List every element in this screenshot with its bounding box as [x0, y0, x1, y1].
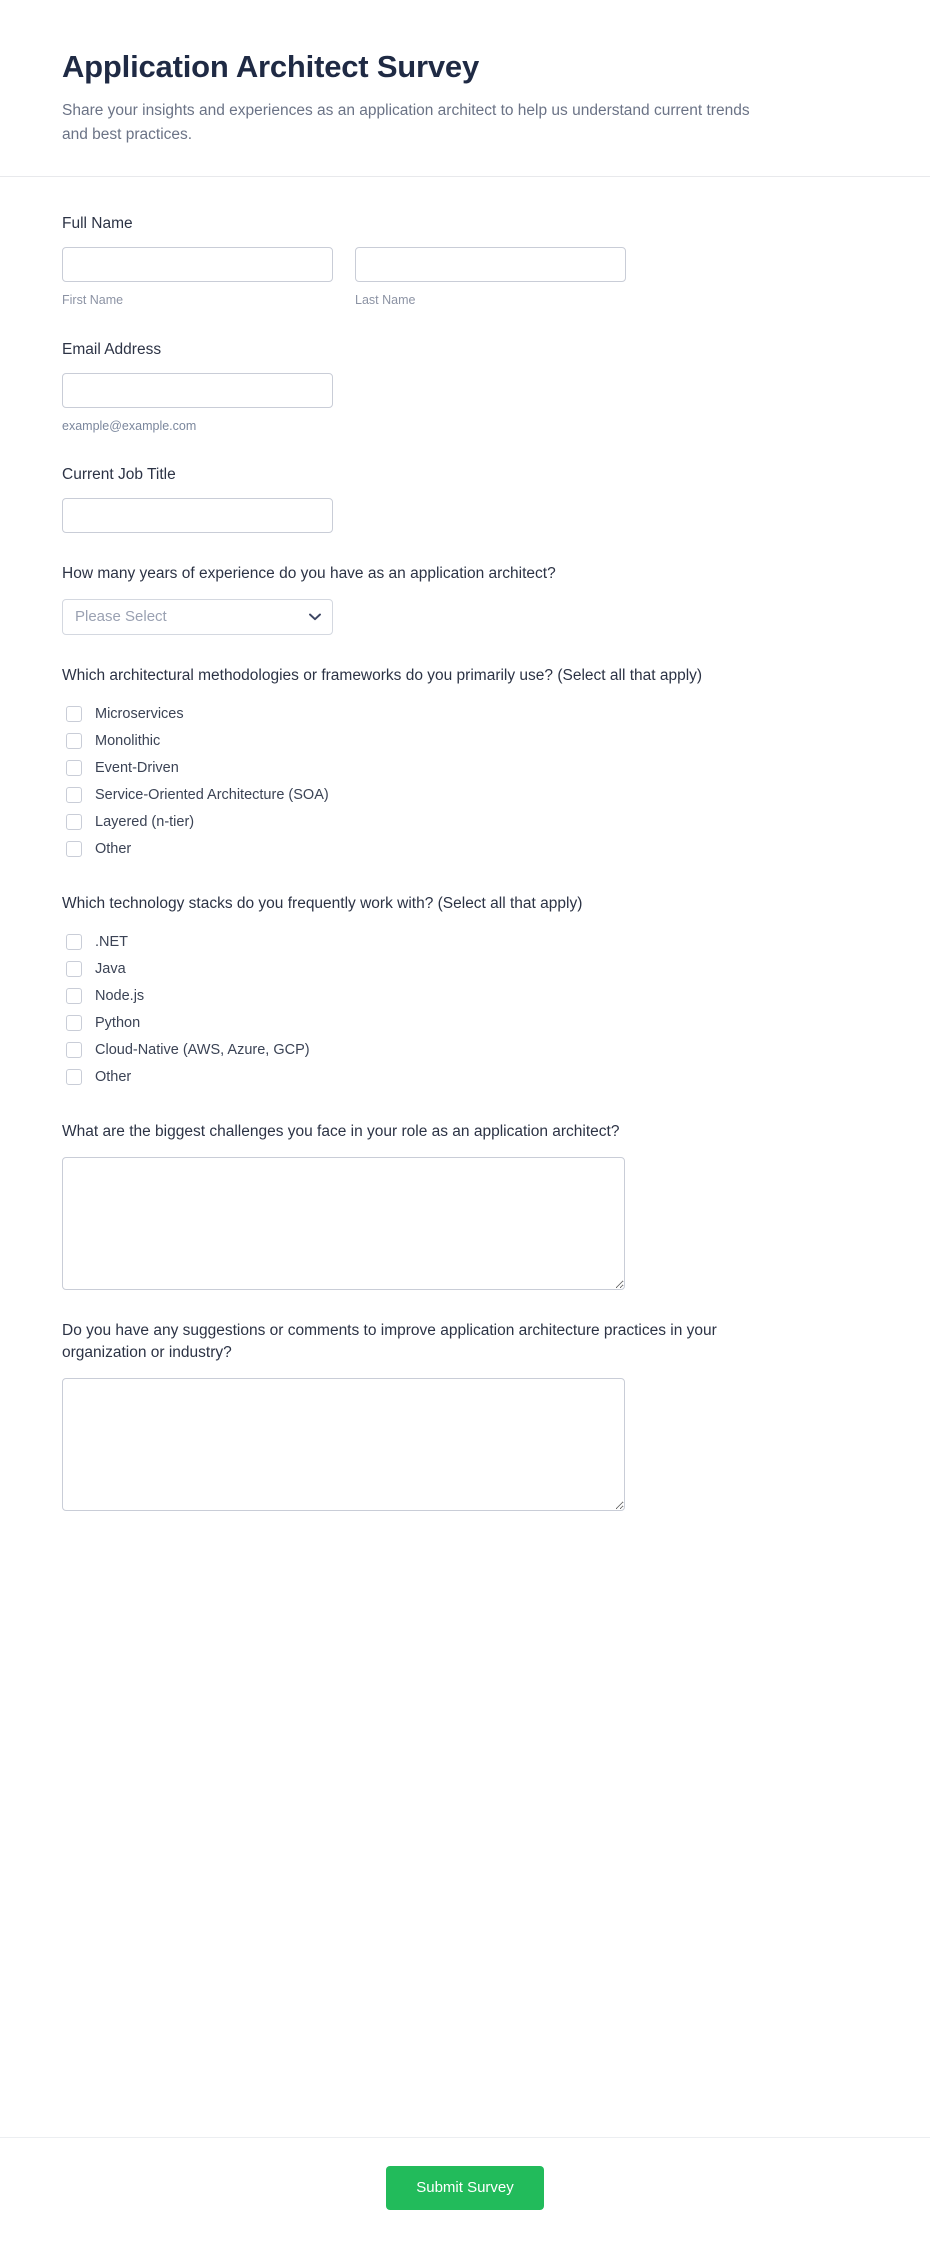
checkbox-label: Python	[95, 1014, 141, 1031]
checkbox-box-icon[interactable]	[66, 1069, 82, 1085]
field-suggestions	[62, 1320, 868, 1511]
checkbox-label: .NET	[95, 933, 129, 950]
full-name-label: Full Name	[62, 215, 133, 233]
checkbox-label: Other	[95, 1068, 132, 1085]
checkbox-box-icon[interactable]	[66, 814, 82, 830]
checkbox-box-icon[interactable]	[66, 760, 82, 776]
checkbox-box-icon[interactable]	[66, 841, 82, 857]
page-title: Application Architect Survey	[62, 49, 480, 84]
field-challenges	[62, 1121, 868, 1290]
checkbox-item[interactable]	[62, 782, 868, 809]
submit-survey-button[interactable]: Submit Survey	[386, 2166, 544, 2210]
methodologies-label: Which architectural methodologies or frameworks do you primarily use? (Select all that apply)	[62, 666, 703, 684]
challenges-textarea[interactable]	[62, 1157, 625, 1290]
last-name-input[interactable]	[355, 247, 626, 282]
checkbox-item[interactable]	[62, 1037, 868, 1064]
checkbox-box-icon[interactable]	[66, 988, 82, 1004]
checkbox-box-icon[interactable]	[66, 1015, 82, 1031]
checkbox-item[interactable]	[62, 755, 868, 782]
checkbox-box-icon[interactable]	[66, 934, 82, 950]
last-name-group	[355, 247, 626, 308]
checkbox-box-icon[interactable]	[66, 706, 82, 722]
form-body	[0, 177, 930, 2137]
checkbox-label: Other	[95, 840, 132, 857]
checkbox-label: Service-Oriented Architecture (SOA)	[95, 786, 329, 803]
checkbox-label: Java	[95, 960, 126, 977]
last-name-sublabel: Last Name	[355, 293, 416, 308]
checkbox-label: Cloud-Native (AWS, Azure, GCP)	[95, 1041, 310, 1058]
checkbox-box-icon[interactable]	[66, 787, 82, 803]
job-title-input[interactable]	[62, 498, 333, 533]
challenges-label: What are the biggest challenges you face in your role as an application architect?	[62, 1122, 620, 1140]
first-name-group	[62, 247, 333, 308]
checkbox-item[interactable]	[62, 809, 868, 836]
tech-stacks-checkbox-list	[62, 929, 868, 1091]
checkbox-label: Layered (n-tier)	[95, 813, 195, 830]
email-group	[62, 373, 333, 434]
full-name-row	[62, 247, 868, 308]
checkbox-label: Event-Driven	[95, 759, 179, 776]
email-input[interactable]	[62, 373, 333, 408]
job-title-label: Current Job Title	[62, 465, 176, 483]
field-methodologies	[62, 665, 868, 863]
field-tech-stacks	[62, 893, 868, 1091]
checkbox-item[interactable]	[62, 836, 868, 863]
job-title-group	[62, 498, 333, 533]
form-footer	[0, 2137, 930, 2256]
checkbox-item[interactable]	[62, 1010, 868, 1037]
checkbox-item[interactable]	[62, 929, 868, 956]
checkbox-box-icon[interactable]	[66, 733, 82, 749]
methodologies-checkbox-list	[62, 701, 868, 863]
email-label: Email Address	[62, 340, 162, 358]
checkbox-box-icon[interactable]	[66, 1042, 82, 1058]
checkbox-label: Node.js	[95, 987, 145, 1004]
experience-label: How many years of experience do you have as an application architect?	[62, 564, 556, 582]
first-name-input[interactable]	[62, 247, 333, 282]
checkbox-item[interactable]	[62, 701, 868, 728]
checkbox-box-icon[interactable]	[66, 961, 82, 977]
first-name-sublabel: First Name	[62, 293, 124, 308]
field-job-title	[62, 464, 868, 533]
suggestions-textarea[interactable]	[62, 1378, 625, 1511]
experience-select[interactable]	[62, 599, 333, 635]
tech-stacks-label: Which technology stacks do you frequently work with? (Select all that apply)	[62, 894, 583, 912]
field-email	[62, 339, 868, 434]
page-subtitle: Share your insights and experiences as an application architect to help us understand current trends and best practices.	[62, 102, 750, 143]
suggestions-label: Do you have any suggestions or comments to improve application architecture practices in your organization or industry?	[62, 1321, 717, 1361]
checkbox-item[interactable]	[62, 1064, 868, 1091]
form-header	[0, 0, 930, 177]
checkbox-item[interactable]	[62, 983, 868, 1010]
field-experience	[62, 563, 868, 635]
checkbox-label: Monolithic	[95, 732, 161, 749]
checkbox-item[interactable]	[62, 728, 868, 755]
field-full-name	[62, 213, 868, 308]
checkbox-label: Microservices	[95, 705, 184, 722]
experience-select-wrap	[62, 599, 333, 635]
checkbox-item[interactable]	[62, 956, 868, 983]
email-sublabel: example@example.com	[62, 418, 197, 433]
